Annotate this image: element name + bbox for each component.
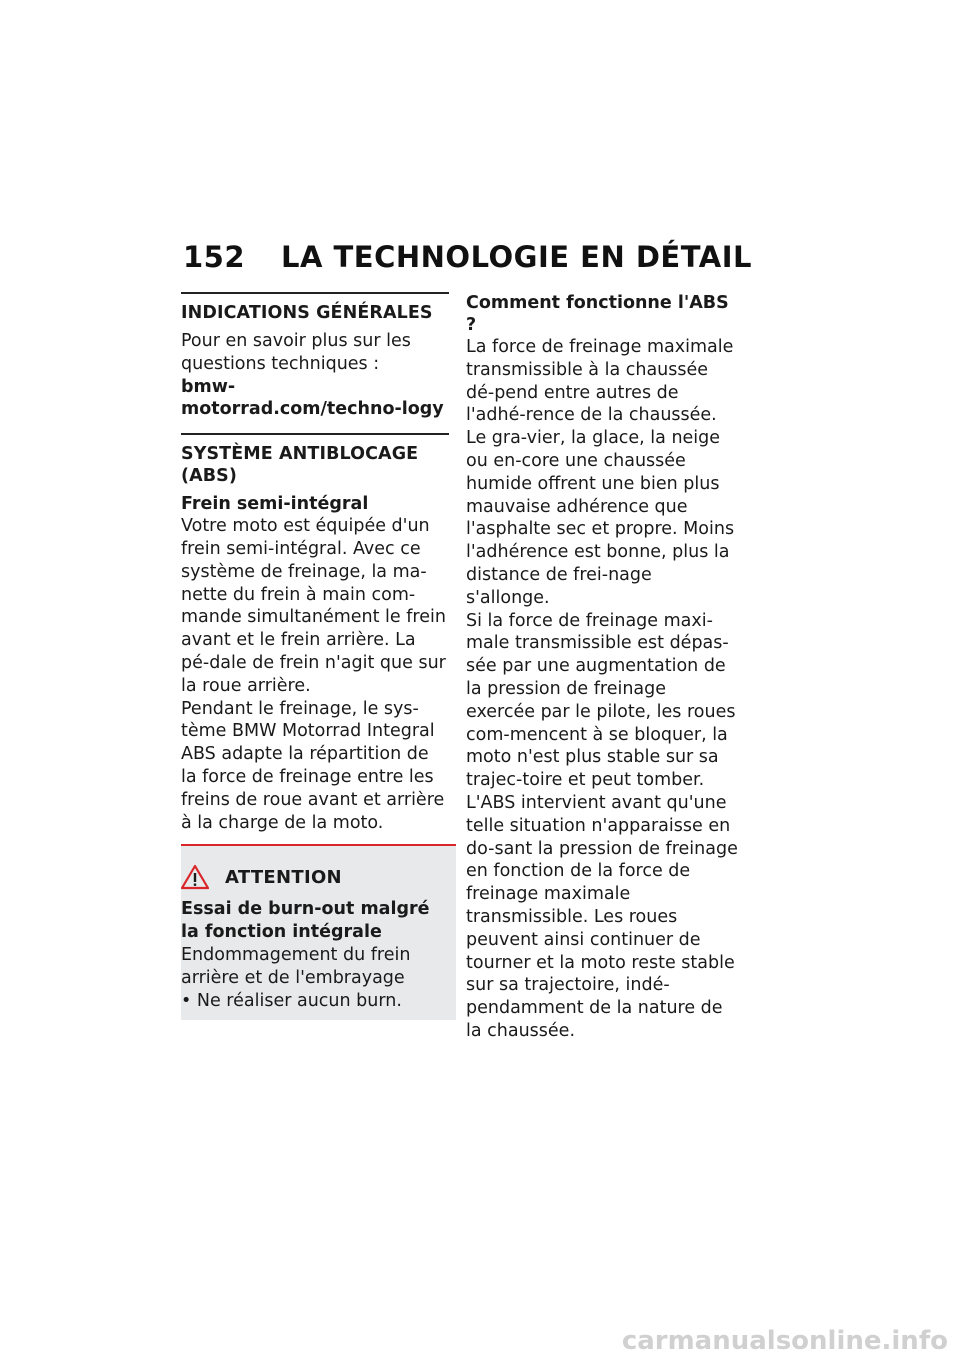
warning-consequence: Endommagement du frein arrière et de l'embrayage [181, 944, 411, 988]
warning-box [181, 844, 456, 1020]
section-divider [181, 433, 449, 435]
section-title-general: INDICATIONS GÉNÉRALES [181, 303, 433, 323]
chapter-title: LA TECHNOLOGIE EN DÉTAIL [281, 240, 752, 274]
abs-paragraph-1: Votre moto est équipée d'un frein semi-intégral. Avec ce système de freinage, la ma-nette du frein à main com-mande simultanément le frein avant et le frein arrière. La pé-dale de frein n'agit que sur la roue arrière. [181, 516, 446, 696]
section-divider [181, 292, 449, 294]
right-column [466, 292, 738, 1043]
general-text: Pour en savoir plus sur les questions techniques : [181, 331, 411, 374]
section-title-abs: SYSTÈME ANTIBLOCAGE (ABS) [181, 444, 419, 487]
warning-action: • Ne réaliser aucun burn. [181, 990, 402, 1011]
tech-link[interactable]: bmw-motorrad.com/techno-logy [181, 376, 444, 420]
section-title-how-abs-works: Comment fonctionne l'ABS ? [466, 293, 729, 335]
warning-subtitle: Essai de burn-out malgré la fonction intégrale [181, 899, 430, 943]
left-column [181, 292, 449, 1020]
subsection-title-semi-integral: Frein semi-intégral [181, 494, 369, 515]
how-abs-paragraph-2: Si la force de freinage maxi-male transmissible est dépas-sée par une augmentation de la pression de freinage exercée par le pilote, les roues com-mencent à se bloquer, la moto n'est plus stable sur sa trajec-toire et peut tomber. L'ABS intervient avant qu'une telle situation n'apparaisse en do-sant la pression de freinage en fonction de la force de freinage maximale transmissible. Les roues peuvent ainsi continuer de tourner et la moto reste stable sur sa trajectoire, indé-pendamment de la nature de la chaussée. [466, 610, 738, 1041]
warning-title: ATTENTION [225, 866, 342, 888]
page-number: 152 [183, 240, 246, 274]
page-header [183, 240, 783, 274]
warning-header [181, 864, 450, 890]
watermark: carmanualsonline.info [621, 1326, 948, 1356]
warning-triangle-icon [181, 864, 209, 890]
how-abs-paragraph-1: La force de freinage maximale transmissible à la chaussée dé-pend entre autres de l'adhé-rence de la chaussée. Le gra-vier, la glace, la neige ou en-core une chaussée humide offrent une bien plus mauvaise adhérence que l'asphalte sec et propre. Moins l'adhérence est bonne, plus la distance de frei-nage s'allonge. [466, 337, 735, 608]
abs-paragraph-2: Pendant le freinage, le sys-tème BMW Motorrad Integral ABS adapte la répartition de la force de freinage entre les freins de roue avant et arrière à la charge de la moto. [181, 698, 445, 833]
